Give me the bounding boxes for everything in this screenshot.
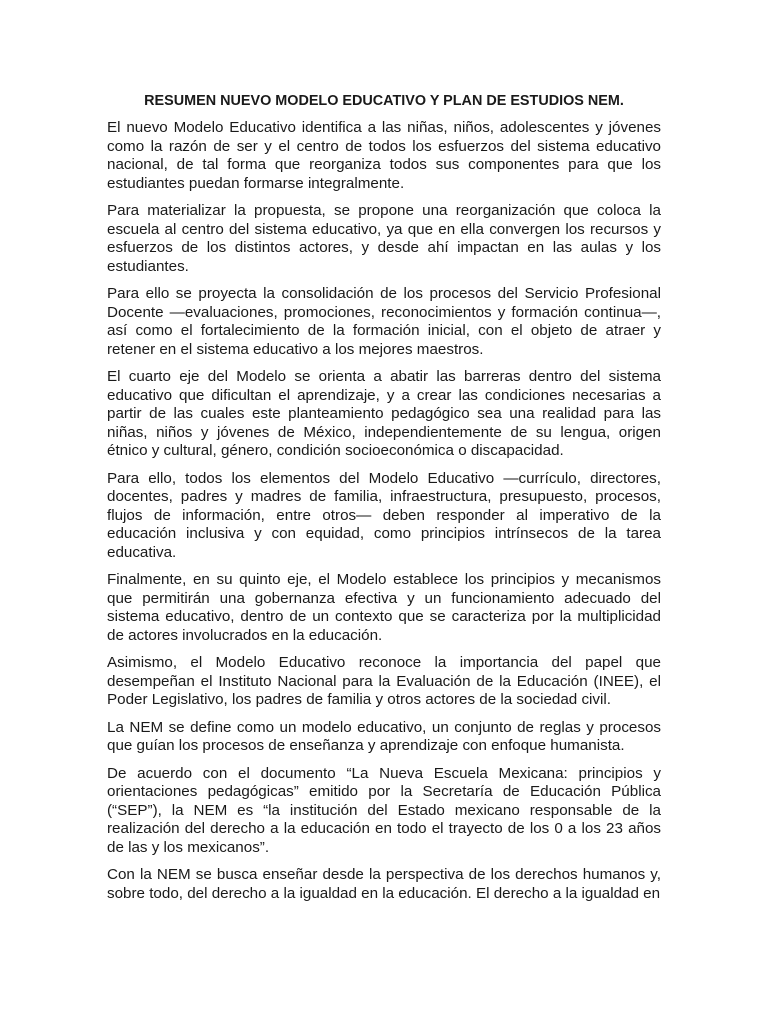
paragraph-7: Asimismo, el Modelo Educativo reconoce la importancia del papel que desempeñan el Instituto Nacional para la Evaluación de la Educación (INEE), el Poder Legislativo, los padres de familia y otros actores de la sociedad civil.	[107, 654, 661, 708]
document-title: RESUMEN NUEVO MODELO EDUCATIVO Y PLAN DE ESTUDIOS NEM.	[144, 93, 624, 109]
paragraph-6: Finalmente, en su quinto eje, el Modelo establece los principios y mecanismos que permitirán una gobernanza efectiva y un funcionamiento adecuado del sistema educativo, dentro de un contexto que se caracteriza por la multiplicidad de actores involucrados en la educación.	[107, 571, 661, 644]
paragraph-9: De acuerdo con el documento “La Nueva Escuela Mexicana: principios y orientaciones pedagógicas” emitido por la Secretaría de Educación Pública (“SEP”), la NEM es “la institución del Estado mexicano responsable de la realización del derecho a la educación en todo el trayecto de los 0 a los 23 años de las y los mexicanos”.	[107, 764, 661, 856]
paragraph-5: Para ello, todos los elementos del Modelo Educativo —currículo, directores, docentes, padres y madres de familia, infraestructura, presupuesto, procesos, flujos de información, entre otros— deben responder al imperativo de la educación inclusiva y con equidad, como principios intrínsecos de la tarea educativa.	[107, 469, 661, 561]
paragraph-2: Para materializar la propuesta, se propone una reorganización que coloca la escuela al centro del sistema educativo, ya que en ella convergen los recursos y esfuerzos de los distintos actores, y desde ahí impactan en las aulas y los estudiantes.	[107, 202, 661, 275]
paragraph-1: El nuevo Modelo Educativo identifica a las niñas, niños, adolescentes y jóvenes como la razón de ser y el centro de todos los esfuerzos del sistema educativo nacional, de tal forma que reorganiza todos sus componentes para que los estudiantes puedan formarse integralmente.	[107, 119, 661, 192]
paragraph-4: El cuarto eje del Modelo se orienta a abatir las barreras dentro del sistema educativo que dificultan el aprendizaje, y a crear las condiciones necesarias a partir de las cuales este planteamiento pedagógico sea una realidad para las niñas, niños y jóvenes de México, independientemente de su lengua, origen étnico y cultural, género, condición socioeconómica o discapacidad.	[107, 368, 661, 459]
paragraph-10: Con la NEM se busca enseñar desde la perspectiva de los derechos humanos y, sobre todo, del derecho a la igualdad en la educación. El derecho a la igualdad en	[107, 866, 661, 902]
paragraph-8: La NEM se define como un modelo educativo, un conjunto de reglas y procesos que guían los procesos de enseñanza y aprendizaje con enfoque humanista.	[107, 718, 661, 754]
paragraph-3: Para ello se proyecta la consolidación de los procesos del Servicio Profesional Docente —evaluaciones, promociones, reconocimientos y formación continua—, así como el fortalecimiento de la formación inicial, con el objeto de atraer y retener en el sistema educativo a los mejores maestros.	[107, 285, 661, 358]
document-page	[107, 92, 661, 912]
